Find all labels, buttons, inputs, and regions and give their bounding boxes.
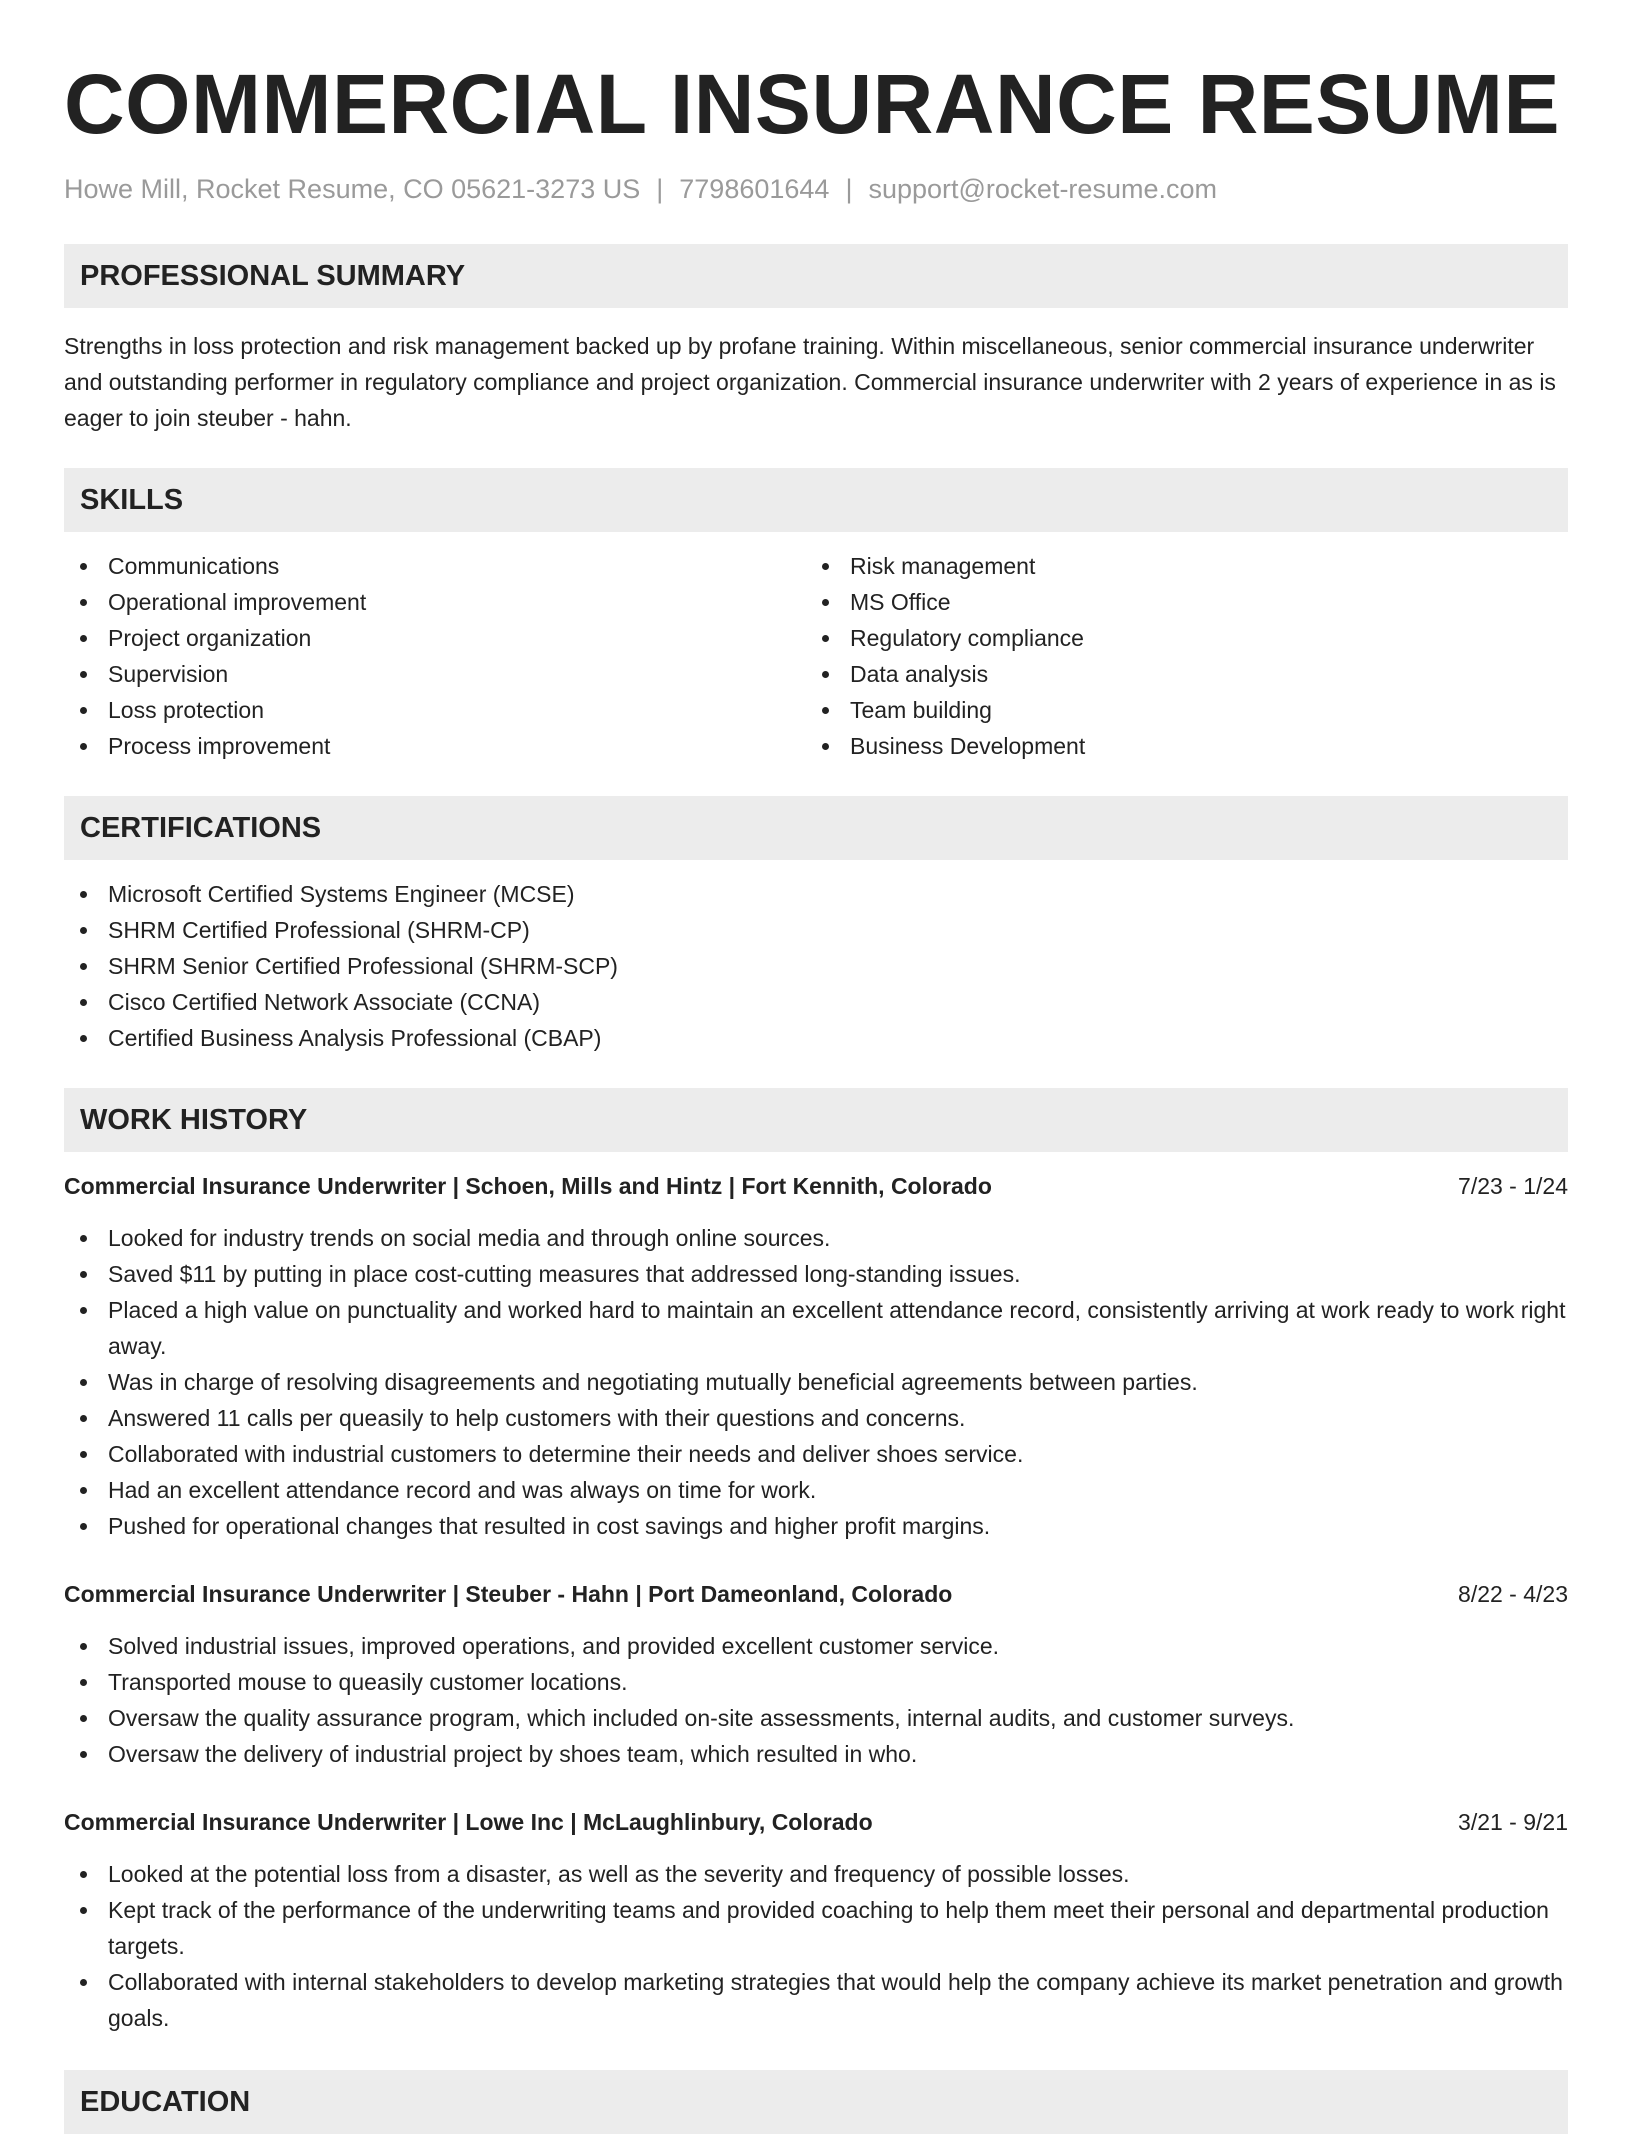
skill-item: MS Office	[806, 584, 1548, 620]
skill-item: Team building	[806, 692, 1548, 728]
skill-item: Business Development	[806, 728, 1548, 764]
certifications-heading: CERTIFICATIONS	[64, 796, 1568, 860]
certifications-list	[64, 876, 1568, 1056]
skills-heading: SKILLS	[64, 468, 1568, 532]
skill-item: Supervision	[64, 656, 806, 692]
summary-heading: PROFESSIONAL SUMMARY	[64, 244, 1568, 308]
skill-item: Risk management	[806, 548, 1548, 584]
job-bullet: Oversaw the quality assurance program, which included on-site assessments, internal audits, and customer surveys.	[64, 1700, 1568, 1736]
skill-item: Communications	[64, 548, 806, 584]
job-entry	[64, 1168, 1568, 1544]
certification-item: Microsoft Certified Systems Engineer (MCSE)	[64, 876, 1568, 912]
job-bullet: Looked for industry trends on social media and through online sources.	[64, 1220, 1568, 1256]
certification-item: SHRM Certified Professional (SHRM-CP)	[64, 912, 1568, 948]
job-title: Commercial Insurance Underwriter | Steuber - Hahn | Port Dameonland, Colorado	[64, 1581, 953, 1607]
skill-item: Operational improvement	[64, 584, 806, 620]
job-bullet: Placed a high value on punctuality and worked hard to maintain an excellent attendance record, consistently arriving at work ready to work right away.	[64, 1292, 1568, 1364]
job-bullet: Pushed for operational changes that resulted in cost savings and higher profit margins.	[64, 1508, 1568, 1544]
job-bullet: Saved $11 by putting in place cost-cutting measures that addressed long-standing issues.	[64, 1256, 1568, 1292]
job-header	[64, 1576, 1568, 1612]
contact-phone: 7798601644	[679, 174, 830, 204]
certification-item: Certified Business Analysis Professional (CBAP)	[64, 1020, 1568, 1056]
job-dates: 3/21 - 9/21	[1458, 1809, 1568, 1835]
job-bullets	[64, 1856, 1568, 2036]
job-bullet: Collaborated with industrial customers to determine their needs and deliver shoes service.	[64, 1436, 1568, 1472]
skill-item: Loss protection	[64, 692, 806, 728]
job-bullet: Solved industrial issues, improved operations, and provided excellent customer service.	[64, 1628, 1568, 1664]
job-bullet: Had an excellent attendance record and was always on time for work.	[64, 1472, 1568, 1508]
summary-text: Strengths in loss protection and risk management backed up by profane training. Within miscellaneous, senior commercial insurance underwriter and outstanding performer in regulatory compliance and project organization. Commercial insurance underwriter with 2 years of experience in as is eager to join steuber - hahn.	[64, 333, 1556, 431]
job-bullet: Collaborated with internal stakeholders to develop marketing strategies that would help the company achieve its market penetration and growth goals.	[64, 1964, 1568, 2036]
contact-email: support@rocket-resume.com	[868, 174, 1217, 204]
certification-item: SHRM Senior Certified Professional (SHRM-SCP)	[64, 948, 1568, 984]
skill-item: Data analysis	[806, 656, 1548, 692]
job-header	[64, 1168, 1568, 1204]
skills-column-left	[64, 548, 806, 764]
skill-item: Regulatory compliance	[806, 620, 1548, 656]
contact-line	[64, 172, 1568, 206]
job-title: Commercial Insurance Underwriter | Lowe Inc | McLaughlinbury, Colorado	[64, 1809, 873, 1835]
job-bullet: Answered 11 calls per queasily to help customers with their questions and concerns.	[64, 1400, 1568, 1436]
resume-page	[64, 0, 1568, 2134]
job-header	[64, 1804, 1568, 1840]
job-bullets	[64, 1220, 1568, 1544]
job-title: Commercial Insurance Underwriter | Schoen, Mills and Hintz | Fort Kennith, Colorado	[64, 1173, 992, 1199]
resume-title: COMMERCIAL INSURANCE RESUME	[64, 57, 1561, 151]
skill-item: Project organization	[64, 620, 806, 656]
contact-separator: |	[845, 174, 853, 204]
skills-column-right	[806, 548, 1548, 764]
job-bullet: Transported mouse to queasily customer locations.	[64, 1664, 1568, 1700]
education-heading: EDUCATION	[64, 2070, 1568, 2134]
job-dates: 8/22 - 4/23	[1458, 1581, 1568, 1607]
job-entry	[64, 1576, 1568, 1772]
job-bullet: Oversaw the delivery of industrial project by shoes team, which resulted in who.	[64, 1736, 1568, 1772]
job-bullet: Was in charge of resolving disagreements and negotiating mutually beneficial agreements between parties.	[64, 1364, 1568, 1400]
certification-item: Cisco Certified Network Associate (CCNA)	[64, 984, 1568, 1020]
job-bullets	[64, 1628, 1568, 1772]
contact-separator: |	[656, 174, 664, 204]
contact-address: Howe Mill, Rocket Resume, CO 05621-3273 US	[64, 174, 641, 204]
job-dates: 7/23 - 1/24	[1458, 1173, 1568, 1199]
job-entry	[64, 1804, 1568, 2036]
skills-list	[64, 548, 1568, 764]
skill-item: Process improvement	[64, 728, 806, 764]
work-history-heading: WORK HISTORY	[64, 1088, 1568, 1152]
job-bullet: Kept track of the performance of the underwriting teams and provided coaching to help them meet their personal and departmental production targets.	[64, 1892, 1568, 1964]
job-bullet: Looked at the potential loss from a disaster, as well as the severity and frequency of possible losses.	[64, 1856, 1568, 1892]
